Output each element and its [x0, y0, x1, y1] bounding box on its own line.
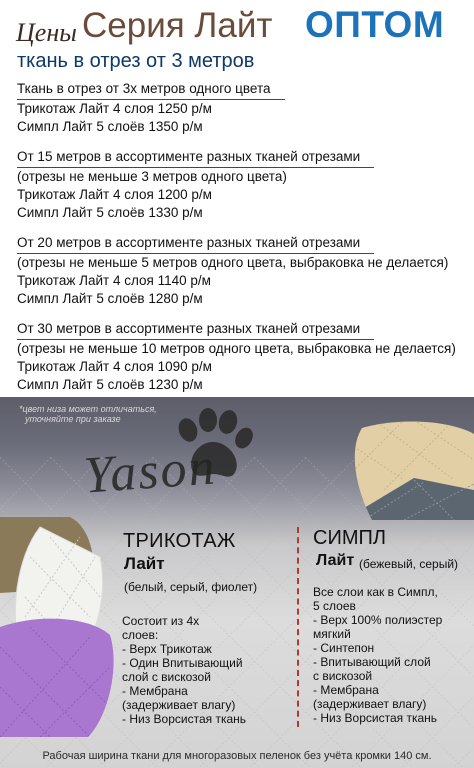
header-subtitle: ткань в отрез от 3 метров: [17, 50, 255, 72]
trikotazh-subtitle: Лайт: [124, 554, 165, 573]
brand-logo: Yason: [82, 438, 219, 505]
trikotazh-colors: (белый, серый, фиолет): [124, 580, 258, 594]
trikotazh-description: [122, 614, 247, 726]
price-line: Трикотаж Лайт 4 слоя 1200 р/м: [17, 187, 212, 202]
description-line: - Мембрана: [122, 684, 188, 698]
price-line: Симпл Лайт 5 слоёв 1280 р/м: [17, 291, 203, 306]
description-line: - Впитывающий слой: [313, 655, 431, 669]
wholesale-title: ОПТОМ: [305, 4, 445, 45]
description-line: с вискозой: [313, 669, 373, 683]
price-line: Симпл Лайт 5 слоёв 1330 р/м: [17, 205, 203, 220]
description-line: - Низ Ворсистая ткань: [313, 711, 438, 725]
description-line: Все слои как в Симпл,: [313, 585, 438, 599]
simpl-colors: (бежевый, серый): [359, 557, 459, 571]
prices-word: Цены: [16, 18, 77, 47]
trikotazh-title: ТРИКОТАЖ: [123, 530, 236, 552]
description-line: 5 слоев: [313, 599, 356, 613]
footer-width-note: Рабочая ширина ткани для многоразовых пеленок без учёта кромки 140 см.: [42, 750, 432, 762]
description-line: (задерживает влагу): [313, 697, 427, 711]
price-block-heading: Ткань в отрез от 3х метров одного цвета: [17, 80, 285, 100]
price-line: Симпл Лайт 5 слоёв 1350 р/м: [17, 119, 203, 134]
description-line: - Низ Ворсистая ткань: [122, 712, 247, 726]
description-line: - Синтепон: [313, 641, 375, 655]
price-block-note: (отрезы не меньше 10 метров одного цвета, выбраковка не делается): [17, 341, 456, 356]
price-line: Симпл Лайт 5 слоёв 1230 р/м: [17, 377, 203, 392]
simpl-subtitle: Лайт: [316, 552, 355, 569]
description-line: Состоит из 4х: [122, 614, 200, 628]
description-line: - Мембрана: [313, 683, 379, 697]
description-line: мягкий: [313, 627, 351, 641]
price-block-heading: От 15 метров в ассортименте разных тканей отрезами: [17, 148, 374, 168]
section-divider: [297, 527, 299, 727]
series-title: Серия Лайт: [82, 6, 273, 45]
color-note: *цвет низа может отличаться, уточняйте при заказе: [19, 404, 157, 424]
header: [0, 0, 474, 80]
price-block-4: [17, 320, 467, 394]
price-block-3: [17, 234, 467, 308]
simpl-fabric-swatch: [344, 420, 474, 520]
description-line: - Один Впитывающий: [122, 656, 243, 670]
price-block-1: [17, 80, 467, 136]
price-line: Трикотаж Лайт 4 слоя 1140 р/м: [17, 273, 211, 288]
description-line: слой с вискозой: [122, 670, 211, 684]
price-line: Трикотаж Лайт 4 слоя 1090 р/м: [17, 359, 212, 374]
price-block-2: [17, 148, 467, 222]
price-line: Трикотаж Лайт 4 слоя 1250 р/м: [17, 101, 212, 116]
description-line: слоев:: [122, 628, 159, 642]
description-line: (задерживает влагу): [122, 698, 236, 712]
price-block-heading: От 20 метров в ассортименте разных тканей отрезами: [17, 234, 374, 254]
simpl-title: СИМПЛ: [313, 527, 386, 549]
price-block-note: (отрезы не меньше 3 метров одного цвета): [17, 169, 287, 184]
trikotazh-fabric-swatch: [0, 517, 120, 737]
simpl-description: [313, 585, 471, 725]
description-line: - Верх Трикотаж: [122, 642, 212, 656]
description-line: - Верх 100% полиэстер: [313, 613, 443, 627]
price-block-note: (отрезы не меньше 5 метров одного цвета, выбраковка не делается): [17, 255, 449, 270]
price-block-heading: От 30 метров в ассортименте разных тканей отрезами: [17, 320, 374, 340]
